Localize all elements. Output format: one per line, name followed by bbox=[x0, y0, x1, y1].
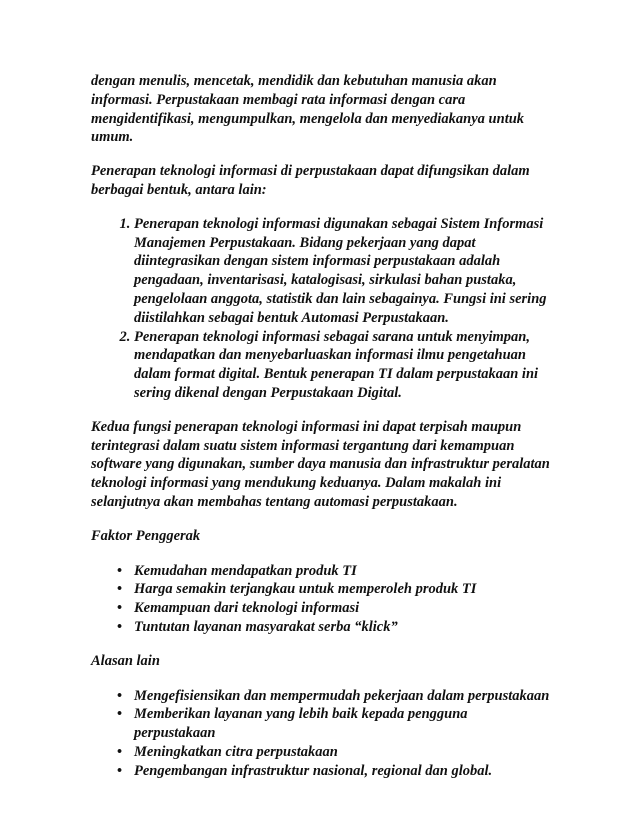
bullet-icon: • bbox=[117, 618, 123, 635]
list-item bbox=[117, 743, 551, 762]
alasan-lain-heading: Alasan lain bbox=[91, 652, 160, 669]
intro-paragraph: dengan menulis, mencetak, mendidik dan kebutuhan manusia akan informasi. Perpustakaan membagi rata informasi dengan cara mengidentifikasi, mengumpulkan, mengelola dan menyediakanya untuk umum. bbox=[91, 73, 525, 146]
bullet-icon: • bbox=[117, 581, 123, 598]
list-item bbox=[117, 599, 551, 618]
summary-paragraph: Kedua fungsi penerapan teknologi informasi ini dapat terpisah maupun terintegrasi dalam suatu sistem informasi tergantung dari kemampuan software yang digunakan, sumber daya manusia dan infrastruktur peralatan teknologi informasi yang mendukung keduanya. Dalam makalah ini selanjutnya akan membahas tentang automasi perpustakaan. bbox=[91, 418, 550, 510]
list-item bbox=[117, 705, 551, 743]
document-page bbox=[91, 72, 551, 796]
bullet-icon: • bbox=[117, 706, 123, 723]
list-item-text: Mengefisiensikan dan mempermudah pekerjaan dalam perpustakaan bbox=[134, 687, 550, 704]
bullet-icon: • bbox=[117, 687, 123, 704]
bullet-icon: • bbox=[117, 600, 123, 617]
bullet-icon: • bbox=[117, 743, 123, 760]
list-item-text: Memberikan layanan yang lebih baik kepada pengguna perpustakaan bbox=[134, 706, 468, 742]
list-item bbox=[117, 562, 551, 581]
list-item bbox=[117, 618, 551, 637]
numbered-list-item: 2. Penerapan teknologi informasi sebagai sarana untuk menyimpan, mendapatkan dan menyebarluaskan informasi ilmu pengetahuan dalam format digital. Bentuk penerapan TI dalam perpustakaan ini sering dikenal dengan Perpustakaan Digital. bbox=[134, 328, 551, 403]
bullet-icon: • bbox=[117, 562, 123, 579]
faktor-bullet-list bbox=[91, 562, 551, 637]
application-numbered-list bbox=[91, 215, 551, 403]
bullet-icon: • bbox=[117, 762, 123, 779]
list-item bbox=[117, 580, 551, 599]
application-paragraph: Penerapan teknologi informasi di perpustakaan dapat difungsikan dalam berbagai bentuk, antara lain: bbox=[91, 163, 530, 198]
faktor-penggerak-heading: Faktor Penggerak bbox=[91, 527, 201, 544]
list-item-text: Meningkatkan citra perpustakaan bbox=[134, 743, 338, 760]
alasan-bullet-list bbox=[91, 687, 551, 781]
list-item bbox=[117, 687, 551, 706]
list-item bbox=[117, 762, 551, 781]
list-item-text: Harga semakin terjangkau untuk memperoleh produk TI bbox=[134, 581, 477, 598]
list-item-text: Kemudahan mendapatkan produk TI bbox=[134, 562, 357, 579]
list-item-text: Pengembangan infrastruktur nasional, regional dan global. bbox=[134, 762, 493, 779]
list-item-text: Tuntutan layanan masyarakat serba “klick” bbox=[134, 618, 398, 635]
numbered-list-item: 1. Penerapan teknologi informasi digunakan sebagai Sistem Informasi Manajemen Perpustakaan. Bidang pekerjaan yang dapat diintegrasikan dengan sistem informasi perpustakaan adalah pengadaan, inventarisasi, katalogisasi, sirkulasi bahan pustaka, pengelolaan anggota, statistik dan lain sebagainya. Fungsi ini sering diistilahkan sebagai bentuk Automasi Perpustakaan. bbox=[134, 215, 551, 328]
list-item-text: Kemampuan dari teknologi informasi bbox=[134, 600, 360, 617]
